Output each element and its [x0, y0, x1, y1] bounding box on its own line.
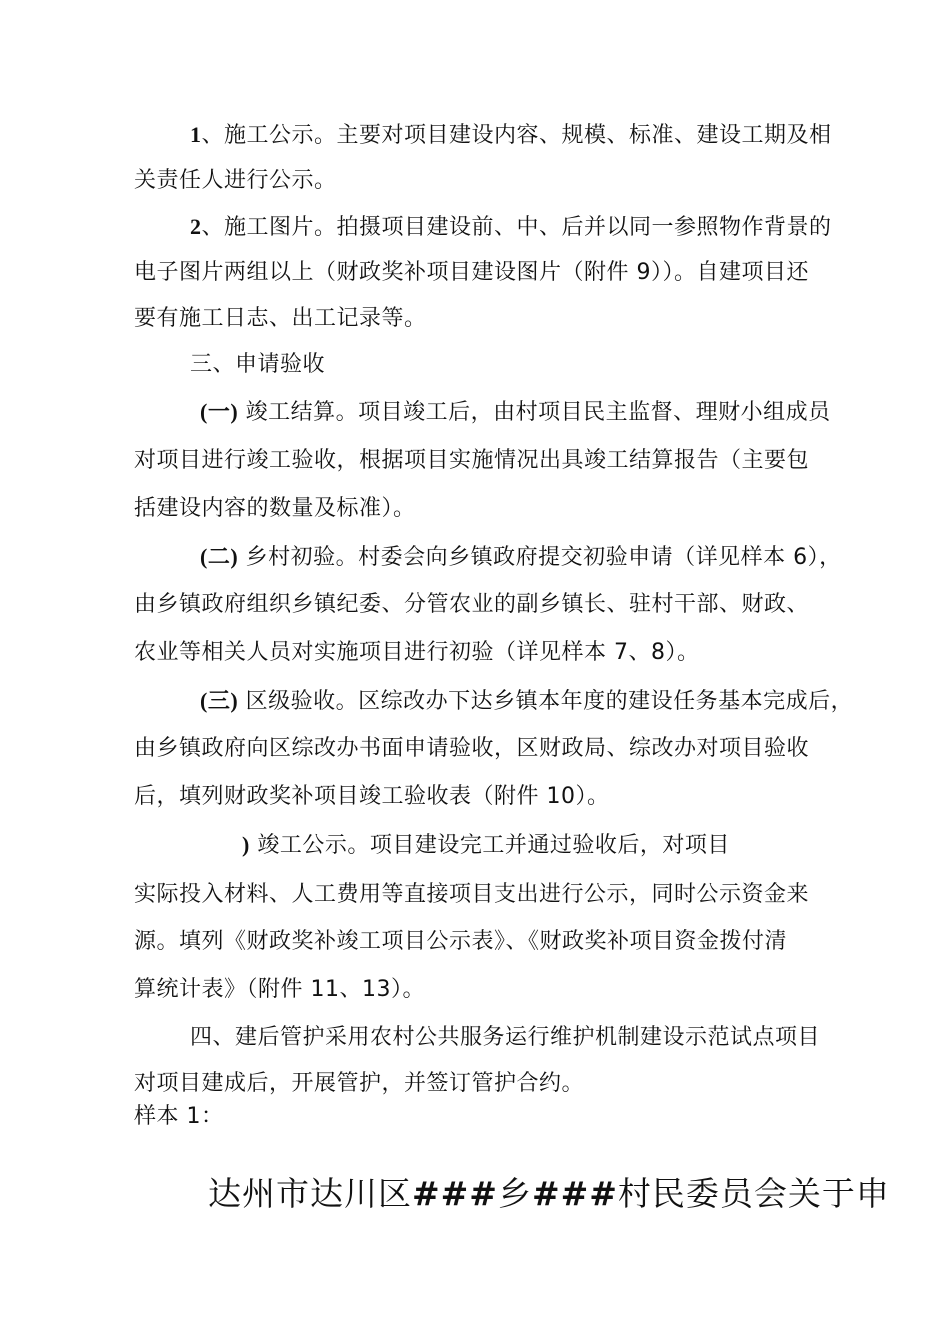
item-4-line-4: 算统计表》（附件 11、13）。	[134, 977, 425, 1002]
item-2-line-3: 农业等相关人员对实施项目进行初验（详见样本 7、8）。	[134, 640, 700, 665]
item-3-line-3: 后，填列财政奖补项目竣工验收表（附件 10）。	[134, 784, 610, 809]
para-2-line-3: 要有施工日志、出工记录等。	[134, 306, 427, 331]
item-4-line-3: 源。填列《财政奖补竣工项目公示表》、《财政奖补项目资金拨付清	[134, 929, 788, 954]
item-2-marker: (二)	[200, 544, 239, 569]
section-4-line-1: 四、建后管护采用农村公共服务运行维护机制建设示范试点项目	[190, 1025, 821, 1050]
item-4-marker: )	[242, 832, 250, 857]
title-hash-2: ###	[531, 1174, 618, 1213]
item-1-line-2: 对项目进行竣工验收，根据项目实施情况出具竣工结算报告（主要包	[134, 448, 810, 473]
para-1-number: 1	[190, 122, 202, 147]
item-1-line-1	[200, 397, 831, 428]
section-4-line-2: 对项目建成后，开展管护，并签订管护合约。	[134, 1071, 585, 1096]
item-1-line-3: 括建设内容的数量及标准）。	[134, 496, 416, 521]
item-1-text-1: 竣工结算。项目竣工后，由村项目民主监督、理财小组成员	[245, 400, 831, 425]
para-1-line-2: 关责任人进行公示。	[134, 168, 337, 193]
item-3-marker: (三)	[200, 688, 239, 713]
item-3-line-1	[200, 686, 853, 717]
title-part-3: 村民委员会关于申	[617, 1174, 890, 1213]
section-3-heading: 三、申请验收	[190, 352, 326, 377]
item-4-text-1: 竣工公示。项目建设完工并通过验收后，对项目	[257, 833, 730, 858]
title-part-1: 达州市达川区	[208, 1174, 412, 1213]
item-1-marker: (一)	[200, 399, 239, 424]
para-1-line-1	[190, 120, 832, 151]
item-2-line-2: 由乡镇政府组织乡镇纪委、分管农业的副乡镇长、驻村干部、财政、	[134, 592, 810, 617]
document-title	[208, 1174, 890, 1214]
sample-label: 样本 1：	[134, 1104, 224, 1129]
item-3-line-2: 由乡镇政府向区综改办书面申请验收，区财政局、综改办对项目验收	[134, 736, 810, 761]
item-2-line-1	[200, 542, 842, 573]
item-4-line-1	[242, 830, 730, 861]
title-part-2: 乡	[497, 1174, 532, 1213]
para-2-number: 2	[190, 214, 202, 239]
para-2-line-1	[190, 212, 832, 243]
para-2-line-2: 电子图片两组以上（财政奖补项目建设图片（附件 9））。自建项目还	[134, 260, 809, 285]
para-2-text-1: 、施工图片。拍摄项目建设前、中、后并以同一参照物作背景的	[201, 215, 832, 240]
item-3-text-1: 区级验收。区综改办下达乡镇本年度的建设任务基本完成后，	[245, 689, 854, 714]
title-hash-1: ###	[412, 1174, 498, 1213]
para-1-text-1: 、施工公示。主要对项目建设内容、规模、标准、建设工期及相	[201, 123, 832, 148]
item-2-text-1: 乡村初验。村委会向乡镇政府提交初验申请（详见样本 6），	[245, 545, 842, 570]
item-4-line-2: 实际投入材料、人工费用等直接项目支出进行公示，同时公示资金来	[134, 882, 810, 907]
